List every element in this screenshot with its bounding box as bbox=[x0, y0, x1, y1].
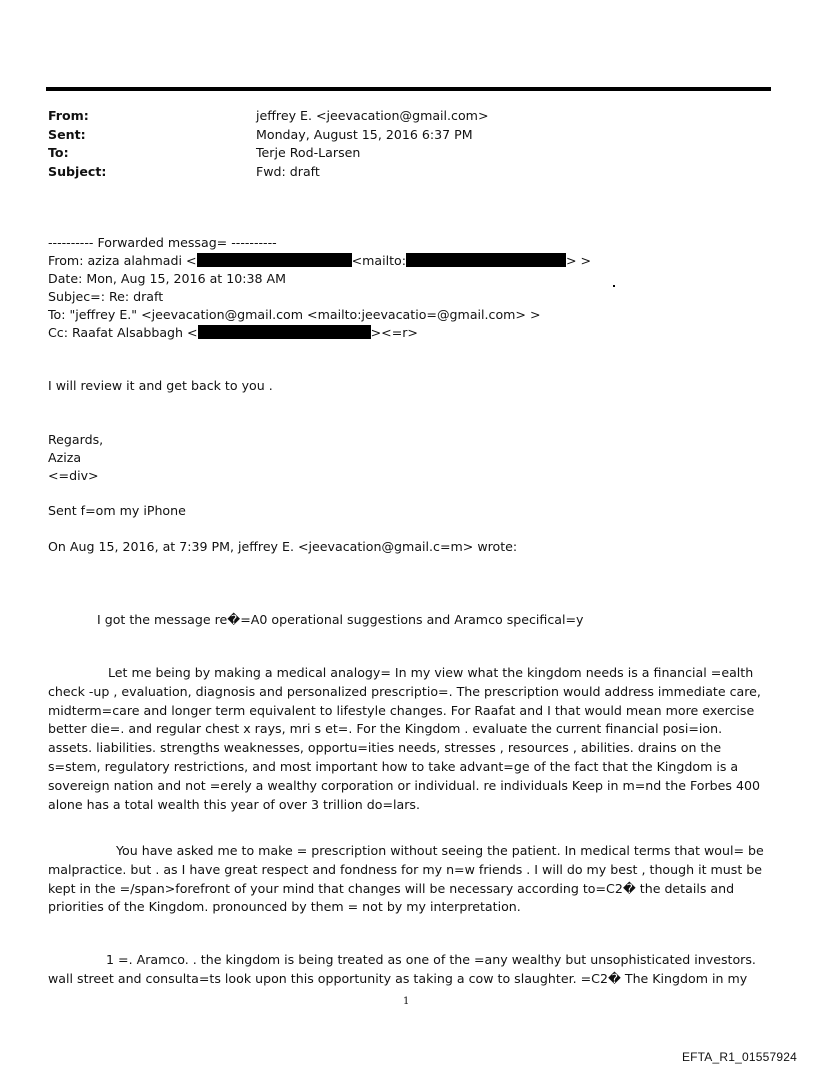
subject-label: Subject: bbox=[48, 163, 107, 179]
stray-dot bbox=[613, 285, 615, 287]
to-value: Terje Rod-Larsen bbox=[256, 145, 361, 160]
top-rule bbox=[46, 87, 771, 91]
reply-body: I will review it and get back to you . bbox=[48, 378, 273, 393]
forwarded-date: Date: Mon, Aug 15, 2016 at 10:38 AM bbox=[48, 271, 287, 286]
subject-value: Fwd: draft bbox=[256, 163, 320, 179]
letter-paragraph-4: 1 =. Aramco. . the kingdom is being treated as one of the =any wealthy but unsophisticated investors. wall street and consulta=ts look upon this opportunity as taking a cow to slaughter. =C2� The Kingdom in my bbox=[48, 952, 756, 986]
page-number: 1 bbox=[403, 996, 410, 1007]
forwarded-cc bbox=[48, 324, 418, 342]
reply-div-tag: <=div> bbox=[48, 468, 99, 483]
letter-paragraph-3: You have asked me to make = prescription without seeing the patient. In medical terms that woul= be malpractice. but . as I have great respect and fondness for my n=w friends . I will do my best , though it must be kept in the =/span>forefront of your mind that changes will be necessary according to=C2� the details and priorities of the Kingdom. pronounced by them = not by my interpretation. bbox=[48, 843, 764, 915]
reply-sent-from: Sent f=om my iPhone bbox=[48, 503, 186, 518]
forwarded-subject: Subjec=: Re: draft bbox=[48, 289, 164, 304]
sent-value: Monday, August 15, 2016 6:37 PM bbox=[256, 126, 473, 142]
quote-header: On Aug 15, 2016, at 7:39 PM, jeffrey E. <jeevacation@gmail.c=m> wrote: bbox=[48, 539, 518, 554]
forwarded-from-suffix: > > bbox=[565, 253, 592, 268]
sent-label: Sent: bbox=[48, 126, 86, 142]
letter-paragraph-1: I got the message re�=A0 operational suggestions and Aramco specifical=y bbox=[97, 612, 584, 627]
redaction-bar bbox=[198, 325, 371, 339]
forwarded-from-mailto: <mailto: bbox=[351, 253, 406, 268]
forwarded-cc-prefix: Cc: Raafat Alsabbagh < bbox=[48, 325, 198, 340]
from-label: From: bbox=[48, 108, 89, 123]
reply-regards: Regards, bbox=[48, 432, 104, 447]
forwarded-from-prefix: From: aziza alahmadi < bbox=[48, 253, 197, 268]
redaction-bar bbox=[197, 253, 352, 267]
document-id: EFTA_R1_01557924 bbox=[681, 1050, 797, 1064]
to-label: To: bbox=[48, 145, 69, 160]
reply-name: Aziza bbox=[48, 450, 82, 465]
letter-paragraph-2: Let me being by making a medical analogy= In my view what the kingdom needs is a financial =ealth check -up , evaluation, diagnosis and personalized prescriptio=. The prescription would address immediate care, midterm=care and longer term equivalent to lifestyle changes. For Raafat and I that would mean more exercise better die=. and regular chest x rays, mri s et=. For the Kingdom . evaluate the current financial posi=ion. assets. liabilities. strengths weaknesses, opportu=ities needs, stresses , resources , abilities. drains on the s=stem, regulatory restrictions, and most important how to take advant=ge of the fact that the Kingdom is a sovereign nation and not =erely a wealthy corporation or individual. re individuals Keep in m=nd the Forbes 400 alone has a total wealth this year of over 3 trillion do=lars. bbox=[48, 665, 761, 812]
redaction-bar bbox=[406, 253, 566, 267]
forwarded-banner: ---------- Forwarded messag= ---------- bbox=[48, 235, 277, 250]
from-value: jeffrey E. <jeevacation@gmail.com> bbox=[256, 108, 489, 123]
forwarded-from bbox=[48, 252, 591, 270]
forwarded-cc-suffix: ><=r> bbox=[370, 325, 418, 340]
forwarded-to: To: "jeffrey E." <jeevacation@gmail.com <mailto:jeevacatio=@gmail.com> > bbox=[48, 307, 541, 322]
